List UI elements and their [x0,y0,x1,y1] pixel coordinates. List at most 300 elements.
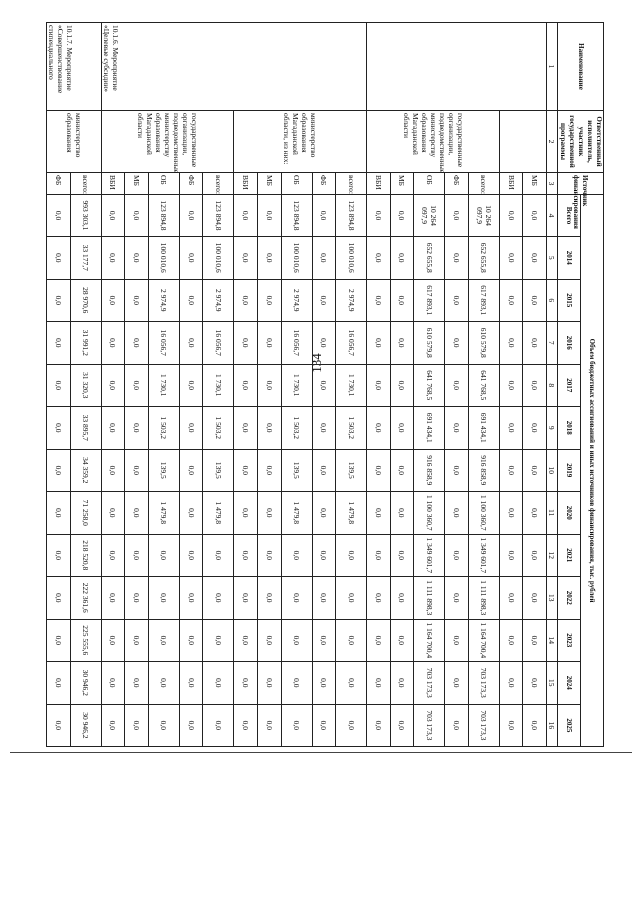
row-value: 10 264 097,9 [468,195,499,237]
row-value: 0,0 [101,534,125,577]
header-year: 2024 [558,662,581,705]
row-value: 0,0 [101,279,125,322]
row-value: 0,0 [258,662,282,705]
row-value: 0,0 [367,619,391,662]
header-source: Источник финансирования [558,173,604,195]
row-value: 0,0 [148,704,179,747]
row-value: 1 479,8 [203,492,234,535]
row-value: 0,0 [179,534,203,577]
row-value: 1 111 898,3 [468,577,499,620]
row-value: 0,0 [390,577,414,620]
row-value: 0,0 [258,322,282,365]
row-source: всего: [203,173,234,195]
row-value: 33 895,7 [70,407,101,450]
row-value: 0,0 [523,449,547,492]
row-value: 222 361,6 [70,577,101,620]
row-value: 0,0 [445,619,469,662]
row-value: 1 479,8 [336,492,367,535]
row-value: 0,0 [523,534,547,577]
row-value: 1 503,2 [148,407,179,450]
row-value: 1 503,2 [203,407,234,450]
row-value: 0,0 [312,322,336,365]
header-volume: Объем бюджетных ассигнований и иных источников финансирования, тыс. рублей [581,195,604,747]
column-number: 3 [547,173,558,195]
column-number: 4 [547,195,558,237]
row-value: 100 010,6 [281,237,312,280]
column-number: 10 [547,449,558,492]
row-value: 0,0 [101,449,125,492]
header-year: 2025 [558,704,581,747]
row-value: 0,0 [234,577,258,620]
column-number: 2 [547,111,558,173]
row-value: 1 100 360,7 [414,492,445,535]
row-value: 703 173,3 [468,662,499,705]
table-row [468,23,499,747]
header-year: 2014 [558,237,581,280]
row-value: 0,0 [258,237,282,280]
row-value: 0,0 [367,577,391,620]
row-source: МБ [523,173,547,195]
row-value: 0,0 [523,577,547,620]
row-value: 100 010,6 [336,237,367,280]
row-value: 0,0 [445,704,469,747]
header-year: 2019 [558,449,581,492]
row-value: 0,0 [179,662,203,705]
row-value: 0,0 [312,279,336,322]
row-value: 0,0 [367,322,391,365]
header-year: 2020 [558,492,581,535]
row-value: 0,0 [390,279,414,322]
row-value: 2 974,9 [148,279,179,322]
row-value: 0,0 [336,704,367,747]
row-value: 1 349 601,7 [414,534,445,577]
row-source: ФБ [179,173,203,195]
header-year: 2016 [558,322,581,365]
row-value: 0,0 [390,534,414,577]
column-number: 16 [547,704,558,747]
row-value: 0,0 [523,237,547,280]
header-year: 2015 [558,279,581,322]
row-executor: государственные организации, подведомственные министерству образования Магаданской области [101,111,234,173]
row-value: 0,0 [336,577,367,620]
header-year: 2022 [558,577,581,620]
row-value: 0,0 [499,322,523,365]
row-value: 0,0 [445,322,469,365]
row-value: 652 655,8 [414,237,445,280]
header-year: 2023 [558,619,581,662]
row-value: 0,0 [312,492,336,535]
row-value: 0,0 [445,534,469,577]
row-value: 0,0 [101,619,125,662]
row-value: 16 056,7 [148,322,179,365]
row-value: 0,0 [499,195,523,237]
row-value: 0,0 [390,407,414,450]
row-value: 0,0 [523,407,547,450]
row-value: 0,0 [523,704,547,747]
row-value: 0,0 [179,577,203,620]
row-value: 0,0 [390,704,414,747]
row-value: 617 893,1 [414,279,445,322]
row-value: 703 173,3 [414,704,445,747]
row-value: 0,0 [281,704,312,747]
row-value: 0,0 [312,237,336,280]
row-value: 703 173,3 [414,662,445,705]
row-value: 0,0 [367,534,391,577]
row-value: 0,0 [47,237,71,280]
row-value: 0,0 [367,662,391,705]
row-executor [499,111,546,173]
row-value: 0,0 [445,662,469,705]
row-value: 0,0 [367,279,391,322]
row-value: 0,0 [203,619,234,662]
column-number: 7 [547,322,558,365]
row-source: ОБ [281,173,312,195]
row-value: 0,0 [336,662,367,705]
row-value: 652 655,8 [468,237,499,280]
row-value: 0,0 [47,364,71,407]
row-value: 28 970,6 [70,279,101,322]
row-value: 0,0 [523,279,547,322]
row-value: 0,0 [281,662,312,705]
row-value: 0,0 [390,322,414,365]
column-number: 1 [547,23,558,111]
row-value: 16 056,7 [336,322,367,365]
row-value: 0,0 [125,534,149,577]
row-value: 691 434,1 [414,407,445,450]
row-value: 1 349 601,7 [468,534,499,577]
row-value: 0,0 [312,704,336,747]
row-value: 0,0 [125,449,149,492]
row-value: 0,0 [499,619,523,662]
row-value: 0,0 [125,619,149,662]
row-value: 0,0 [101,662,125,705]
row-value: 1 503,2 [336,407,367,450]
row-executor: государственные организации, подведомственные министерству образования Магаданской области [367,111,500,173]
header-year: 2017 [558,364,581,407]
row-value: 641 768,5 [414,364,445,407]
row-value: 1 164 700,4 [468,619,499,662]
row-value: 691 434,1 [468,407,499,450]
row-value: 0,0 [523,195,547,237]
row-value: 1 730,1 [148,364,179,407]
row-name: 10.1.6. Мероприятие «Целевые субсидии» [101,23,366,111]
row-value: 0,0 [101,577,125,620]
row-value: 0,0 [101,237,125,280]
row-value: 0,0 [234,407,258,450]
row-value: 10 264 097,9 [414,195,445,237]
row-value: 0,0 [390,619,414,662]
row-value: 16 056,7 [203,322,234,365]
row-value: 0,0 [258,364,282,407]
row-value: 0,0 [47,407,71,450]
row-value: 0,0 [445,407,469,450]
row-value: 0,0 [523,619,547,662]
row-value: 0,0 [234,534,258,577]
row-value: 0,0 [390,449,414,492]
row-value: 0,0 [101,364,125,407]
row-value: 0,0 [445,195,469,237]
row-value: 0,0 [258,279,282,322]
row-value: 0,0 [125,407,149,450]
table-row [523,23,547,747]
row-value: 0,0 [179,704,203,747]
row-name: 10.1.7. Мероприятие «Совершенствование стипендиального [47,23,102,111]
row-value: 0,0 [312,619,336,662]
row-value: 0,0 [445,577,469,620]
column-number: 9 [547,407,558,450]
row-value: 2 974,9 [281,279,312,322]
row-value: 0,0 [125,195,149,237]
row-source: ВБИ [234,173,258,195]
row-value: 0,0 [258,704,282,747]
row-value: 0,0 [125,662,149,705]
row-source: всего: [336,173,367,195]
row-value: 0,0 [523,662,547,705]
row-value: 0,0 [47,449,71,492]
row-value: 0,0 [125,364,149,407]
row-value: 31 320,3 [70,364,101,407]
row-value: 1 730,1 [336,364,367,407]
row-value: 0,0 [101,492,125,535]
row-value: 0,0 [101,195,125,237]
row-value: 0,0 [445,364,469,407]
row-value: 0,0 [179,492,203,535]
row-value: 0,0 [47,195,71,237]
row-name [367,23,547,111]
row-value: 0,0 [101,704,125,747]
row-value: 123 894,8 [148,195,179,237]
row-value: 0,0 [523,322,547,365]
row-value: 0,0 [47,704,71,747]
header-year: 2021 [558,534,581,577]
row-value: 0,0 [336,534,367,577]
row-source: ФБ [47,173,71,195]
row-source: МБ [258,173,282,195]
row-value: 0,0 [47,534,71,577]
row-value: 0,0 [390,195,414,237]
row-value: 30 946,2 [70,704,101,747]
row-value: 0,0 [125,237,149,280]
column-number: 13 [547,577,558,620]
row-source: ОБ [148,173,179,195]
row-value: 0,0 [499,449,523,492]
row-value: 0,0 [258,195,282,237]
row-value: 0,0 [179,407,203,450]
row-value: 0,0 [125,704,149,747]
row-value: 0,0 [390,237,414,280]
row-value: 0,0 [47,619,71,662]
row-value: 0,0 [445,492,469,535]
row-value: 0,0 [281,534,312,577]
column-number: 11 [547,492,558,535]
row-value: 0,0 [390,364,414,407]
row-value: 0,0 [125,279,149,322]
row-value: 0,0 [47,662,71,705]
row-source: всего: [70,173,101,195]
row-value: 100 010,6 [148,237,179,280]
row-value: 0,0 [312,364,336,407]
row-value: 0,0 [234,704,258,747]
row-value: 0,0 [445,279,469,322]
row-value: 1 730,1 [281,364,312,407]
row-value: 0,0 [336,619,367,662]
row-value: 0,0 [234,619,258,662]
row-value: 123 894,8 [281,195,312,237]
row-value: 0,0 [367,492,391,535]
row-value: 123 894,8 [336,195,367,237]
row-value: 0,0 [125,322,149,365]
row-value: 0,0 [203,662,234,705]
row-value: 139,5 [336,449,367,492]
row-value: 0,0 [148,534,179,577]
column-number: 8 [547,364,558,407]
table-row [203,23,234,747]
row-value: 0,0 [234,279,258,322]
row-value: 2 974,9 [336,279,367,322]
row-value: 0,0 [203,534,234,577]
row-value: 0,0 [234,237,258,280]
row-value: 0,0 [179,279,203,322]
row-value: 916 858,9 [414,449,445,492]
column-number: 5 [547,237,558,280]
row-executor: министерство образования Магаданской области, из них: [234,111,367,173]
row-source: МБ [125,173,149,195]
row-source: всего: [468,173,499,195]
row-value: 31 991,2 [70,322,101,365]
row-value: 0,0 [47,577,71,620]
bottom-rule [10,752,632,753]
row-value: 1 503,2 [281,407,312,450]
row-source: ВБИ [367,173,391,195]
row-value: 0,0 [367,407,391,450]
row-value: 225 555,6 [70,619,101,662]
row-value: 100 010,6 [203,237,234,280]
row-value: 617 893,1 [468,279,499,322]
row-value: 0,0 [101,322,125,365]
row-value: 0,0 [47,279,71,322]
row-value: 34 359,2 [70,449,101,492]
row-value: 0,0 [499,534,523,577]
row-executor: министерство образования [47,111,102,173]
row-value: 0,0 [148,662,179,705]
row-value: 0,0 [499,577,523,620]
row-value: 0,0 [179,322,203,365]
row-value: 0,0 [234,322,258,365]
row-value: 0,0 [367,195,391,237]
row-value: 0,0 [445,449,469,492]
row-value: 0,0 [499,407,523,450]
row-value: 1 479,8 [281,492,312,535]
row-value: 0,0 [258,619,282,662]
row-value: 1 479,8 [148,492,179,535]
row-value: 0,0 [258,492,282,535]
row-value: 0,0 [258,407,282,450]
row-value: 139,5 [203,449,234,492]
row-value: 71 258,0 [70,492,101,535]
row-value: 610 579,8 [414,322,445,365]
row-value: 703 173,3 [468,704,499,747]
row-value: 0,0 [499,492,523,535]
row-value: 0,0 [179,619,203,662]
row-value: 0,0 [179,237,203,280]
row-value: 0,0 [312,534,336,577]
row-value: 0,0 [179,449,203,492]
row-source: ОБ [414,173,445,195]
header-year: 2018 [558,407,581,450]
row-value: 0,0 [234,492,258,535]
row-value: 0,0 [367,237,391,280]
row-source: ВБИ [499,173,523,195]
row-value: 0,0 [234,364,258,407]
column-number: 6 [547,279,558,322]
row-value: 0,0 [312,449,336,492]
row-source: ВБИ [101,173,125,195]
row-value: 0,0 [312,577,336,620]
row-value: 0,0 [258,449,282,492]
row-value: 1 164 700,4 [414,619,445,662]
column-number: 12 [547,534,558,577]
page-number: 134 [308,353,324,373]
row-value: 916 858,9 [468,449,499,492]
row-value: 0,0 [499,237,523,280]
row-source: МБ [390,173,414,195]
row-value: 0,0 [203,577,234,620]
row-value: 0,0 [499,279,523,322]
row-value: 610 579,8 [468,322,499,365]
row-value: 33 177,7 [70,237,101,280]
row-value: 1 111 898,3 [414,577,445,620]
row-value: 0,0 [499,662,523,705]
column-number: 15 [547,662,558,705]
row-value: 139,5 [281,449,312,492]
row-source: ФБ [445,173,469,195]
header-name: Наименование [558,23,604,111]
row-value: 0,0 [390,662,414,705]
row-value: 0,0 [367,704,391,747]
row-value: 0,0 [258,577,282,620]
row-value: 0,0 [499,704,523,747]
row-value: 123 894,8 [203,195,234,237]
row-value: 0,0 [234,195,258,237]
header-total: Всего [558,195,581,237]
row-value: 0,0 [312,662,336,705]
row-value: 0,0 [47,492,71,535]
row-value: 1 100 360,7 [468,492,499,535]
rotated-table-wrapper [47,22,604,746]
row-value: 641 768,5 [468,364,499,407]
table-row [70,23,101,747]
row-value: 0,0 [179,364,203,407]
row-value: 2 974,9 [203,279,234,322]
row-value: 0,0 [125,492,149,535]
table-row [336,23,367,747]
row-value: 0,0 [523,364,547,407]
header-executor: Ответственный исполнитель, участник государственной программы [558,111,604,173]
row-source: ФБ [312,173,336,195]
row-value: 0,0 [390,492,414,535]
row-value: 0,0 [234,662,258,705]
row-value: 0,0 [148,577,179,620]
row-value: 0,0 [523,492,547,535]
row-value: 993 303,1 [70,195,101,237]
row-value: 30 946,2 [70,662,101,705]
row-value: 0,0 [47,322,71,365]
row-value: 0,0 [148,619,179,662]
row-value: 0,0 [258,534,282,577]
row-value: 16 056,7 [281,322,312,365]
row-value: 0,0 [367,449,391,492]
row-value: 0,0 [445,237,469,280]
